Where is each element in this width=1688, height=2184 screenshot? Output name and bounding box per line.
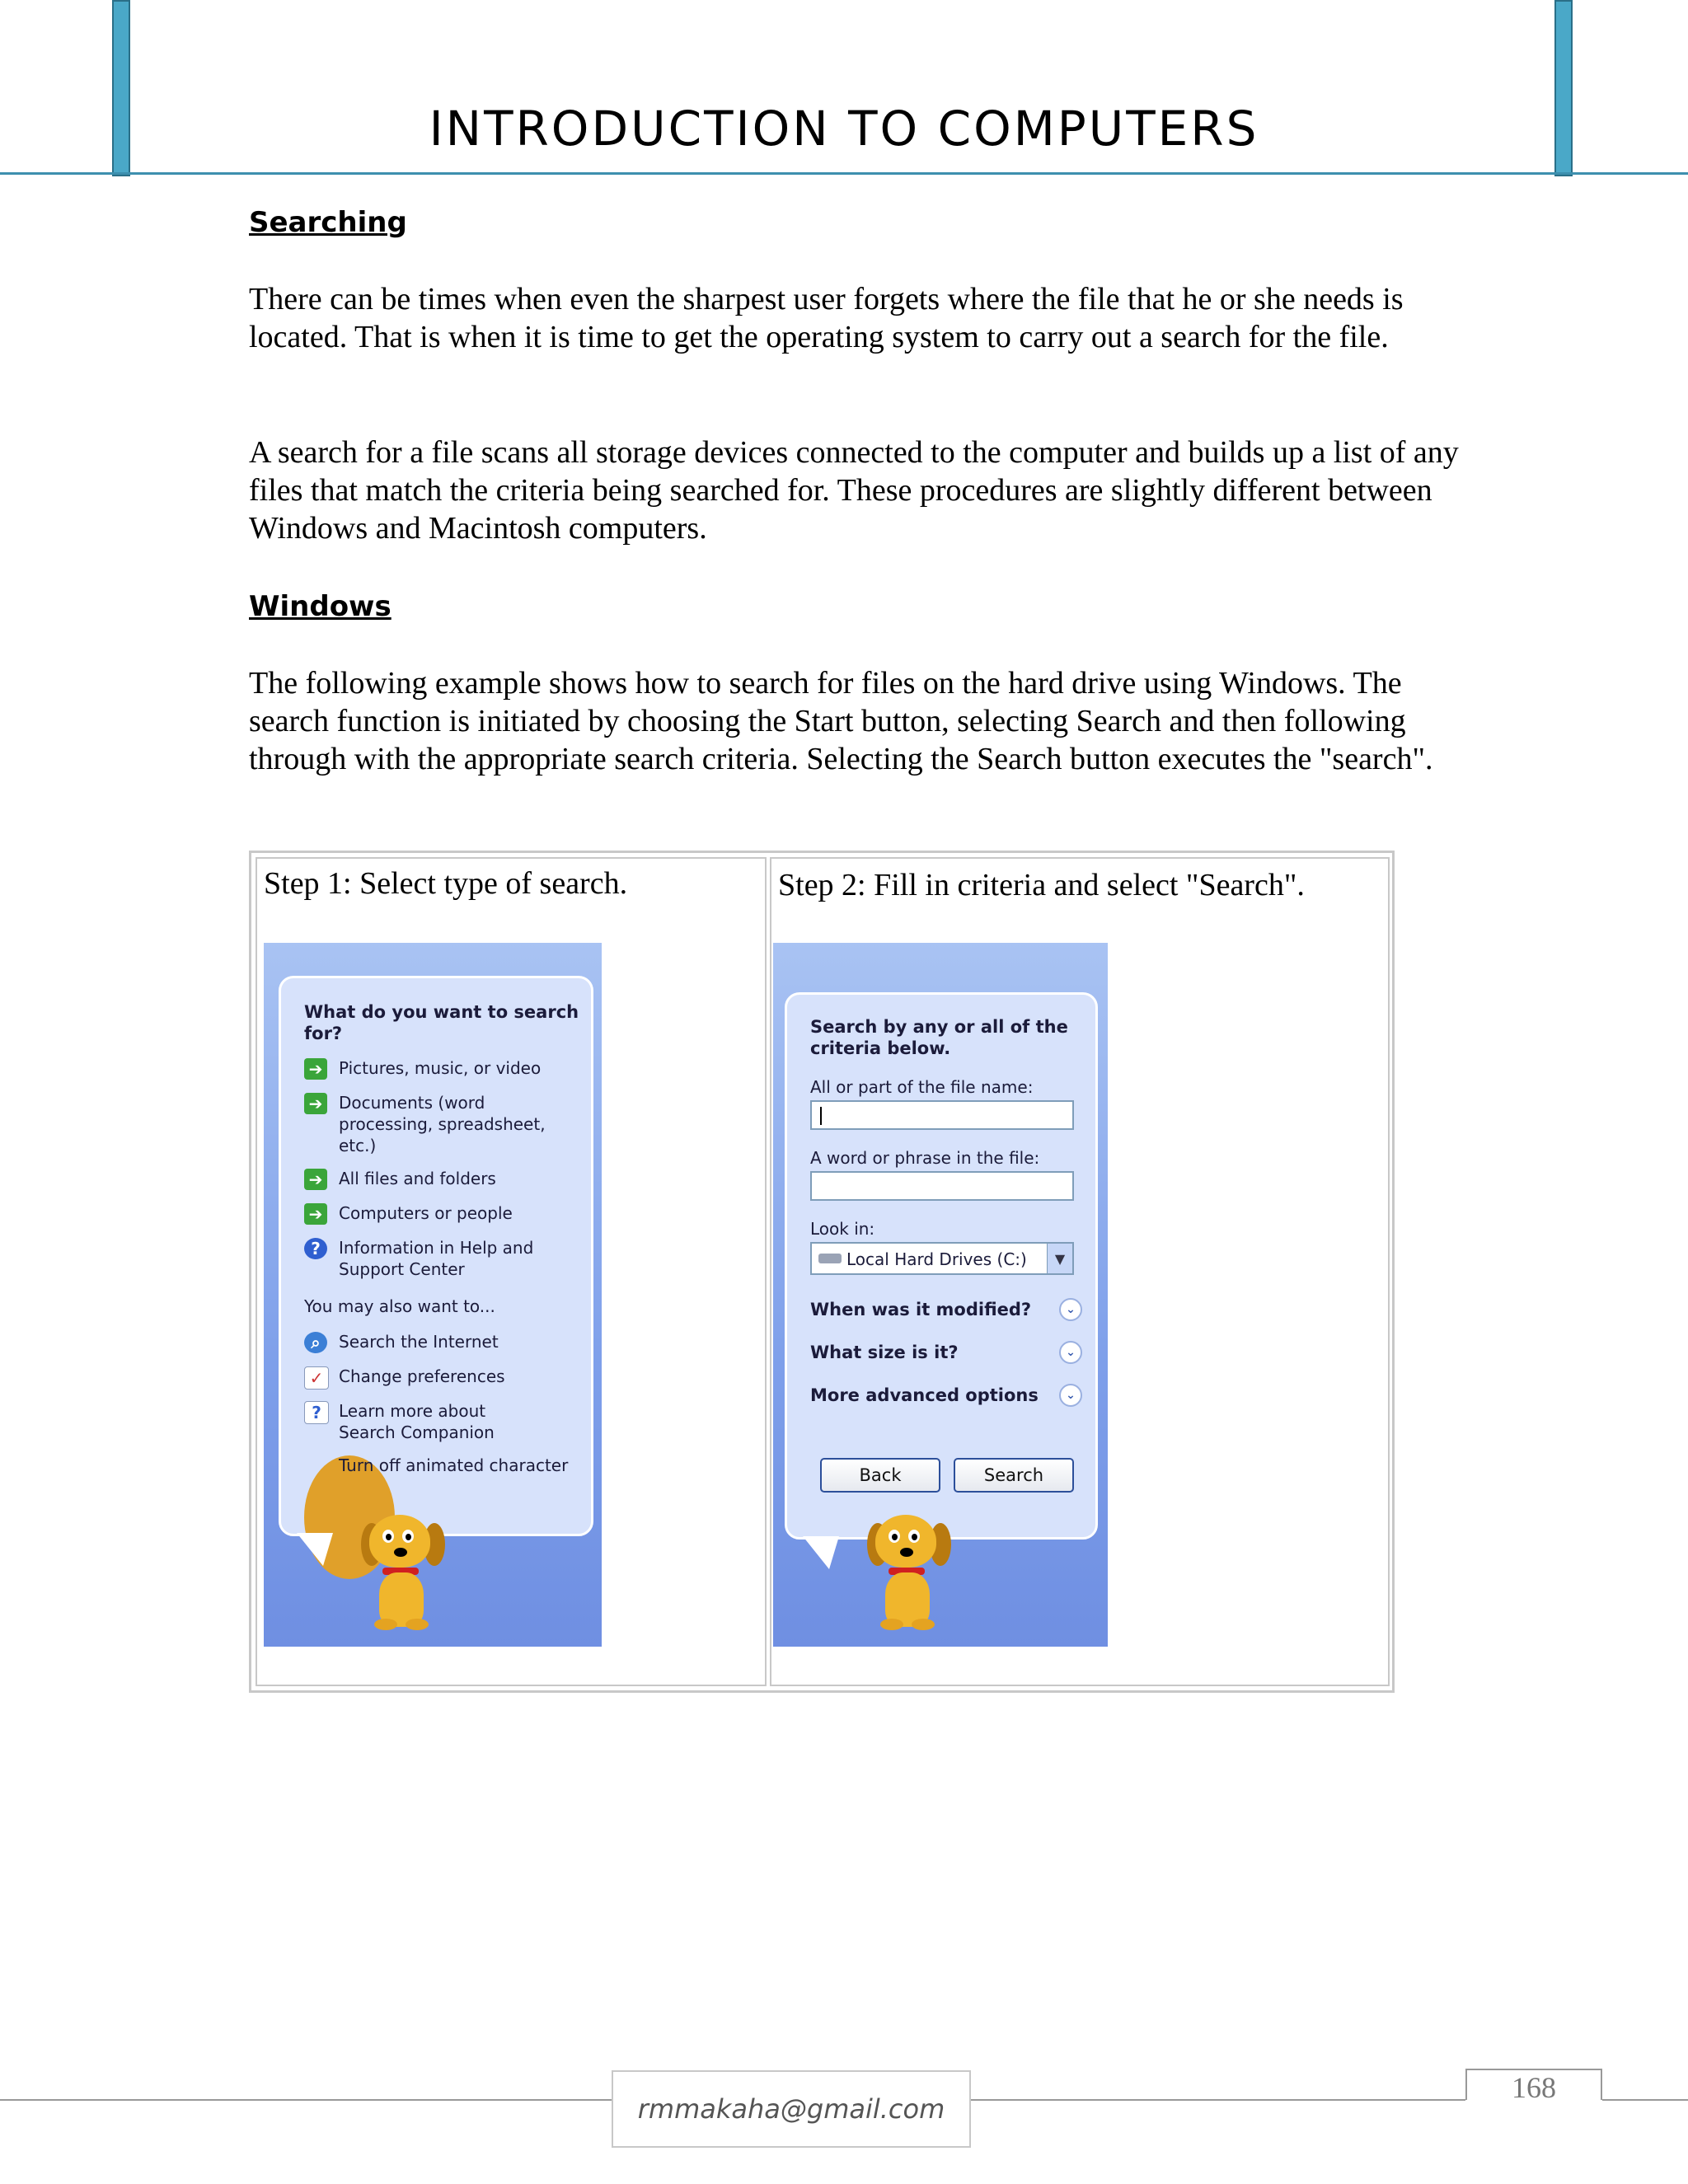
search-question-title: What do you want to search for?	[304, 1002, 579, 1043]
rover-dog-character[interactable]	[354, 1511, 445, 1635]
bubble-tail	[297, 1533, 333, 1566]
search-companion-pane-step1	[264, 943, 602, 1647]
footer-rule-middle	[971, 2099, 1465, 2101]
look-in-select[interactable]: Local Hard Drives (C:) ▼	[810, 1242, 1074, 1275]
footer-rule-left	[0, 2099, 612, 2101]
paragraph-searching-1: There can be times when even the sharpest user forgets where the file that he or she needs is located. That is when it is time to get the operating system to carry out a search for the file.	[249, 282, 1404, 354]
look-in-label: Look in:	[810, 1219, 875, 1239]
hard-drive-icon	[818, 1254, 842, 1263]
question-icon: ?	[304, 1401, 329, 1424]
page-number: 168	[1512, 2071, 1556, 2104]
step1-cell	[256, 857, 767, 1686]
expand-chevron-icon[interactable]: ⌄	[1059, 1298, 1082, 1321]
footer-rule-right	[1602, 2099, 1688, 2101]
bubble-tail	[803, 1536, 839, 1569]
heading-windows: Windows	[249, 590, 392, 623]
green-arrow-icon: ➔	[304, 1058, 327, 1080]
checkmark-icon: ✓	[304, 1366, 329, 1390]
paragraph-windows: The following example shows how to search for files on the hard drive using Windows. The search function is initiated by choosing the Start button, selecting Search and then following through with the appropriate search criteria. Selecting the Search button executes the "search".	[249, 666, 1433, 776]
text-cursor	[820, 1107, 822, 1125]
option-more-advanced[interactable]: More advanced options ⌄	[810, 1385, 1082, 1405]
file-name-input[interactable]	[810, 1100, 1074, 1130]
expand-chevron-icon[interactable]: ⌄	[1059, 1341, 1082, 1364]
header-rule	[0, 172, 1688, 175]
paragraph-searching-2: A search for a file scans all storage devices connected to the computer and builds up a list of any files that match the criteria being searched for. These procedures are slightly different between Windows and Macintosh computers.	[249, 435, 1459, 546]
footer-email: rmmakaha@gmail.com	[612, 2070, 971, 2148]
option-when-modified[interactable]: When was it modified? ⌄	[810, 1300, 1082, 1319]
phrase-label: A word or phrase in the file:	[810, 1148, 1040, 1168]
expand-chevron-icon[interactable]: ⌄	[1059, 1384, 1082, 1407]
search-internet-icon: ⌕	[304, 1332, 327, 1353]
step1-caption: Step 1: Select type of search.	[264, 866, 628, 901]
heading-searching: Searching	[249, 206, 407, 239]
step2-cell	[770, 857, 1390, 1686]
green-arrow-icon: ➔	[304, 1093, 327, 1114]
search-criteria-bubble	[785, 992, 1098, 1540]
file-name-label: All or part of the file name:	[810, 1077, 1034, 1097]
search-criteria-title: Search by any or all of the criteria below.	[810, 1017, 1068, 1058]
also-want-label: You may also want to...	[304, 1296, 495, 1316]
green-arrow-icon: ➔	[304, 1203, 327, 1225]
help-icon: ?	[304, 1238, 327, 1259]
search-companion-pane-step2	[773, 943, 1108, 1647]
option-what-size[interactable]: What size is it? ⌄	[810, 1343, 1082, 1362]
search-options-bubble: What do you want to search for? ➔ Pictures, music, or video ➔ Documents (word processing, spreadsheet, etc.) ➔ All files and folders ➔ Computers or people ? Information in Help and Support Center You may also want to... ⌕ Search the Internet ✓ Change preferences ? Learn more about Search Companion Turn off animated character	[279, 976, 593, 1536]
steps-table	[249, 851, 1395, 1693]
chevron-down-icon[interactable]: ▼	[1047, 1244, 1072, 1273]
page-title: INTRODUCTION TO COMPUTERS	[429, 101, 1259, 157]
step2-caption: Step 2: Fill in criteria and select "Search".	[778, 868, 1305, 902]
green-arrow-icon: ➔	[304, 1169, 327, 1190]
rover-dog-character[interactable]	[860, 1511, 951, 1635]
search-button[interactable]: Search	[954, 1458, 1074, 1493]
phrase-input[interactable]	[810, 1171, 1074, 1201]
back-button[interactable]: Back	[820, 1458, 940, 1493]
